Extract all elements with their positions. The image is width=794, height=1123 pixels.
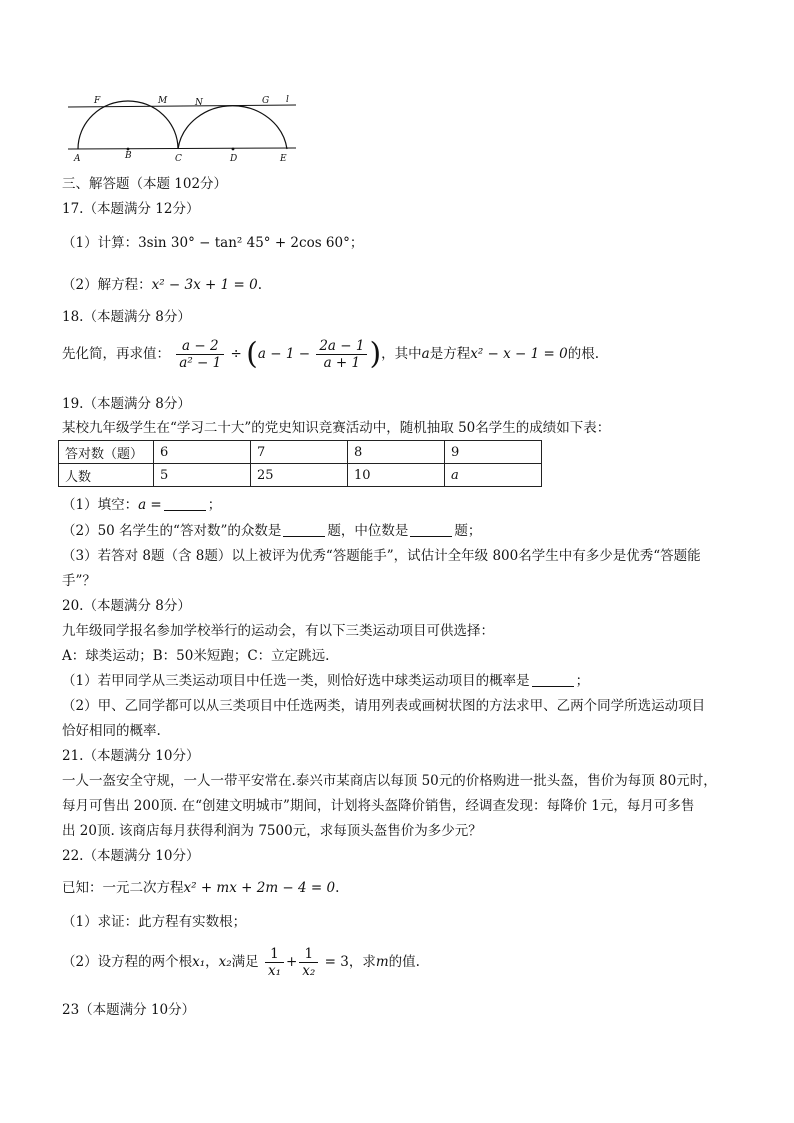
q22-comma: ，	[205, 954, 219, 970]
q22-intro-expr: x² + mx + 2m − 4 = 0	[183, 880, 336, 896]
q18-frac1-den: a² − 1	[179, 355, 222, 371]
q22-part2	[62, 944, 420, 988]
table-cell: 6	[154, 441, 251, 464]
q22-x2: x₂	[218, 954, 232, 970]
q17-part1-prefix: （1）计算：	[62, 235, 139, 251]
table-cell: 人数	[59, 464, 154, 487]
q20-part2-line2: 恰好相同的概率.	[62, 723, 161, 739]
baseline-ae	[68, 148, 296, 149]
q19-part1-var: a =	[138, 497, 162, 513]
point-b	[127, 148, 130, 151]
q20-intro: 九年级同学报名参加学校举行的运动会，有以下三类运动项目可供选择：	[62, 623, 494, 639]
q22-fraction-2	[299, 946, 318, 979]
table-cell: 10	[348, 464, 445, 487]
q18-lparen: (	[246, 336, 258, 372]
label-n: N	[195, 98, 203, 108]
table-row	[59, 464, 542, 487]
label-c: C	[175, 154, 182, 164]
label-b: B	[125, 151, 132, 161]
q18-frac1-num: a − 2	[176, 338, 224, 355]
q22-intro-prefix: 已知：一元二次方程	[62, 880, 184, 896]
q18-title: 18.（本题满分 8分）	[62, 309, 191, 325]
q22-part1: （1）求证：此方程有实数根；	[62, 914, 247, 930]
table-row	[59, 441, 542, 464]
q17-part2-suffix: .	[257, 277, 262, 293]
q18-fraction-2	[316, 338, 367, 371]
q20-title: 20.（本题满分 8分）	[62, 598, 191, 614]
q17-part1-suffix: ；	[349, 235, 364, 251]
q19-part2-a: （2）50 名学生的“答对数”的众数是	[62, 523, 282, 539]
label-d: D	[230, 154, 238, 164]
q18-rparen: )	[369, 336, 382, 372]
q22-frac2-num: 1	[299, 946, 318, 963]
table-cell: 25	[251, 464, 348, 487]
q22-equals: = 3	[324, 954, 349, 970]
geometry-figure	[62, 92, 302, 166]
q19-part2	[62, 522, 481, 540]
q17-title: 17.（本题满分 12分）	[62, 201, 200, 217]
q18-var-a: a	[421, 346, 430, 362]
label-g: G	[262, 96, 270, 106]
q17-part2	[62, 276, 262, 294]
q22-m: m	[375, 954, 389, 970]
table-cell: 5	[154, 464, 251, 487]
table-cell: 7	[251, 441, 348, 464]
q18-fraction-1	[176, 338, 224, 371]
label-a: A	[74, 154, 81, 164]
q18-div: ÷	[230, 346, 242, 362]
q21-line1: 一人一盔安全守规，一人一带平安常在.泰兴市某商店以每顶 50元的价格购进一批头盔，售价为每顶 80元时，	[62, 773, 717, 789]
label-l: l	[286, 95, 289, 105]
q17-part1	[62, 234, 363, 252]
label-f: F	[94, 96, 101, 106]
q22-frac1-den: x₁	[267, 963, 281, 979]
q21-line3: 出 20顶. 该商店每月获得利润为 7500元，求每顶头盔售价为多少元？	[62, 823, 482, 839]
q22-x1: x₁	[192, 954, 206, 970]
q18-equation: x² − x − 1 = 0	[470, 346, 568, 362]
answer-blank[interactable]	[164, 496, 206, 511]
q22-frac1-num: 1	[265, 946, 284, 963]
q22-fraction-1	[265, 946, 284, 979]
label-m: M	[158, 96, 168, 106]
q19-part2-b: 题，中位数是	[327, 523, 409, 539]
semicircle-right	[178, 106, 287, 149]
table-cell: a	[445, 464, 542, 487]
q22-part2-mid: 满足	[231, 954, 259, 970]
q20-part1	[62, 672, 589, 690]
semicircle-left	[78, 101, 178, 149]
q22-title: 22.（本题满分 10分）	[62, 848, 200, 864]
q22-part2-end-a: ，求	[348, 954, 376, 970]
q19-table	[58, 440, 542, 487]
q19-part2-c: 题；	[454, 523, 482, 539]
q21-line2: 每月可售出 200顶. 在“创建文明城市”期间，计划将头盔降价销售，经调查发现：每降价 1元，每月可多售	[62, 798, 695, 814]
q18-suffix-pre: ，其中	[381, 346, 422, 362]
q18-frac2-den: a + 1	[323, 355, 361, 371]
q18-suffix-mid: 是方程	[429, 346, 471, 362]
q18-prefix: 先化简，再求值：	[62, 346, 170, 362]
q18-frac2-num: 2a − 1	[316, 338, 367, 355]
q19-part3-line1: （3）若答对 8题（含 8题）以上被评为优秀“答题能手”，试估计全年级 800名学生中有多少是优秀“答题能	[62, 548, 701, 564]
q18-inner: a − 1 −	[257, 346, 311, 362]
answer-blank[interactable]	[532, 672, 574, 687]
q22-frac2-den: x₂	[302, 963, 316, 979]
table-cell: 8	[348, 441, 445, 464]
q19-title: 19.（本题满分 8分）	[62, 396, 191, 412]
point-d	[232, 148, 235, 151]
table-cell: 9	[445, 441, 542, 464]
answer-blank[interactable]	[410, 522, 452, 537]
q22-intro-suffix: .	[335, 880, 340, 896]
q20-options: A：球类运动；B：50米短跑；C：立定跳远.	[62, 648, 330, 664]
q17-part2-expr: x² − 3x + 1 = 0	[151, 277, 258, 293]
q19-part1-prefix: （1）填空：	[62, 497, 139, 513]
q17-part2-prefix: （2）解方程：	[62, 277, 152, 293]
q19-part3-line2: 手”？	[62, 573, 96, 589]
q22-part2-prefix: （2）设方程的两个根	[62, 954, 193, 970]
answer-blank[interactable]	[283, 522, 325, 537]
q20-part1-b: ；	[575, 673, 590, 689]
q17-part1-expr: 3sin 30° − tan² 45° + 2cos 60°	[138, 235, 350, 251]
q19-part1-end: ；	[207, 497, 222, 513]
q20-part1-a: （1）若甲同学从三类运动项目中任选一类，则恰好选中球类运动项目的概率是	[62, 673, 530, 689]
section-heading: 三、解答题（本题 102分）	[62, 176, 228, 192]
q22-plus: +	[285, 954, 298, 970]
q19-intro: 某校九年级学生在“学习二十大”的党史知识竞赛活动中，随机抽取 50名学生的成绩如下表：	[62, 420, 611, 436]
q18-body	[62, 336, 599, 380]
q18-suffix-end: 的根.	[567, 346, 600, 362]
q22-part2-end-b: 的值.	[388, 954, 420, 970]
q21-title: 21.（本题满分 10分）	[62, 748, 200, 764]
label-e: E	[280, 154, 287, 164]
q20-part2-line1: （2）甲、乙同学都可以从三类项目中任选两类，请用列表或画树状图的方法求甲、乙两个同学所选运动项目	[62, 698, 706, 714]
table-cell: 答对数（题）	[59, 441, 154, 464]
q22-intro	[62, 879, 339, 897]
q19-part1	[62, 496, 221, 514]
q23-title: 23（本题满分 10分）	[62, 1002, 196, 1018]
